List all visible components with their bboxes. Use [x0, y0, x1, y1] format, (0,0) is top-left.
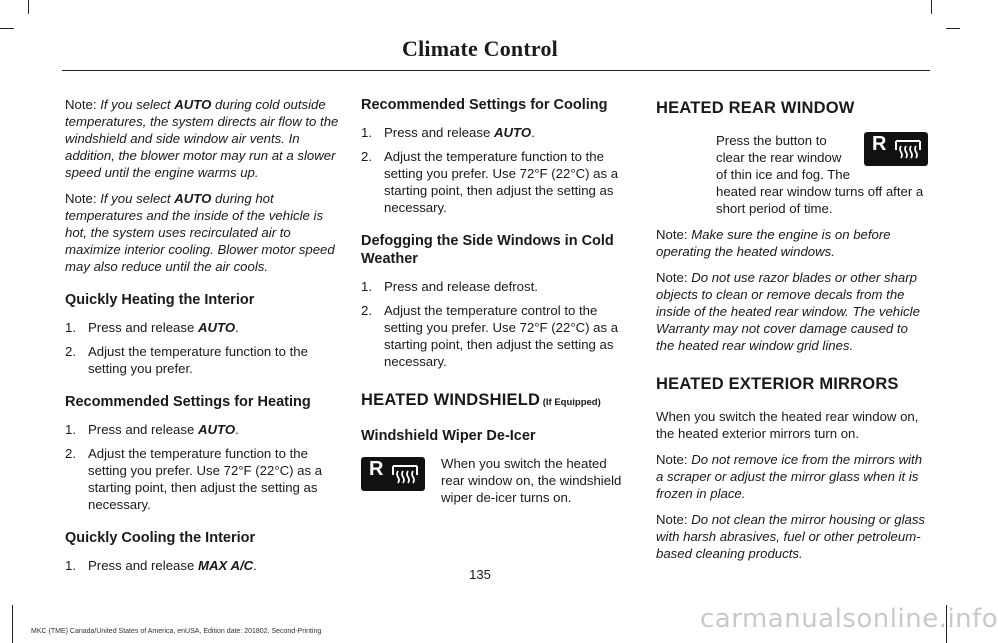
step-text: Press and release: [88, 422, 198, 437]
step-text: Adjust the temperature function to the setting you prefer. Use 72°F (22°C) as a starting point, then adjust the setting as necessary.: [88, 446, 323, 512]
list-item: [361, 278, 631, 295]
heading-wiper-deicer: Windshield Wiper De-Icer: [361, 428, 536, 444]
control-name: AUTO: [197, 422, 236, 437]
heading-heated-windshield-text: HEATED WINDSHIELD: [361, 391, 541, 409]
heading-heated-rear-window: HEATED REAR WINDOW: [656, 99, 855, 117]
step-number: 2.: [65, 344, 76, 359]
step-number: 1.: [361, 125, 372, 140]
rear-defrost-icon-letter: R: [872, 133, 887, 155]
list-defog: [361, 278, 631, 370]
note-ice-mirrors: [656, 451, 928, 502]
step-text: Adjust the temperature function to the setting you prefer. Use 72°F (22°C) as a starting point, then adjust the setting as necessary.: [384, 149, 619, 215]
step-punct: .: [531, 125, 535, 140]
deicer-block: [361, 455, 631, 506]
page-number: 135: [469, 567, 491, 582]
if-equipped-label: (If Equipped): [540, 397, 601, 408]
note-text: Do not clean the mirror housing or glass with harsh abrasives, fuel or other petroleum-based cleaning products.: [656, 512, 926, 561]
list-item: [65, 445, 340, 513]
step-text: Press and release: [88, 558, 198, 573]
step-number: 1.: [65, 320, 76, 335]
crop-mark: [0, 28, 14, 29]
crop-mark: [28, 0, 29, 14]
note-auto-cold: [65, 96, 340, 181]
header-rule: [62, 70, 930, 71]
step-text: Adjust the temperature control to the setting you prefer. Use 72°F (22°C) as a starting point, then adjust the setting as necessary.: [384, 303, 619, 369]
note-text: If you select AUTO during cold outside temperatures, the system directs air flow to the windshield and side window air vents. In addition, the blower motor may run at a slower speed until the engine warms up.: [65, 97, 339, 180]
crop-mark: [946, 28, 960, 29]
heading-rec-heating: Recommended Settings for Heating: [65, 394, 311, 410]
control-name: AUTO: [197, 320, 236, 335]
edition-footer: MKC (TME) Canada/United States of America, enUSA, Edition date: 201802, Second-Printing: [31, 628, 322, 635]
note-label: Note:: [656, 227, 688, 242]
rear-window-block: [656, 132, 928, 217]
heading-heated-windshield: [361, 390, 631, 413]
note-label: Note:: [656, 270, 688, 285]
page-title: Climate Control: [402, 36, 558, 61]
step-number: 2.: [65, 446, 76, 461]
step-number: 1.: [65, 422, 76, 437]
step-number: 2.: [361, 303, 372, 318]
list-item: [361, 302, 631, 370]
note-clean-mirrors: [656, 511, 928, 562]
list-quick-heating: [65, 319, 340, 377]
heat-waves-icon: [894, 138, 922, 160]
rear-defrost-icon-letter: R: [369, 458, 384, 480]
deicer-text: When you switch the heated rear window on, the windshield wiper de-icer turns on.: [441, 456, 622, 505]
heading-quick-heating: Quickly Heating the Interior: [65, 292, 255, 308]
step-text: Adjust the temperature function to the setting you prefer.: [88, 344, 308, 376]
heat-waves-icon: [391, 463, 419, 485]
note-razor-blades: [656, 269, 928, 354]
column-middle: [361, 96, 631, 515]
list-item: [65, 343, 340, 377]
control-name: AUTO: [493, 125, 532, 140]
heading-heated-mirrors: HEATED EXTERIOR MIRRORS: [656, 375, 899, 393]
heading-rec-cooling: Recommended Settings for Cooling: [361, 97, 608, 113]
column-left: [65, 96, 340, 582]
heading-defog: Defogging the Side Windows in Cold Weather: [361, 233, 614, 267]
note-auto-hot: [65, 190, 340, 275]
column-right: [656, 96, 928, 571]
list-item: [65, 421, 340, 438]
list-item: [361, 148, 631, 216]
list-rec-cooling: [361, 124, 631, 216]
step-number: 2.: [361, 149, 372, 164]
note-label: Note:: [656, 452, 688, 467]
rear-defrost-icon: [864, 132, 928, 166]
step-text: Press and release: [384, 125, 494, 140]
rear-defrost-icon: [361, 457, 425, 491]
note-text: If you select AUTO during hot temperatures and the inside of the vehicle is hot, the system uses recirculated air to maximize interior cooling. Blower motor speed may also reduce until the air cools.: [65, 191, 335, 274]
list-item: [361, 124, 631, 141]
crop-mark: [12, 605, 13, 643]
step-text: Press and release defrost.: [384, 279, 538, 294]
watermark: carmanualsonline.info: [700, 604, 998, 634]
step-number: 1.: [65, 558, 76, 573]
control-name: MAX A/C: [197, 558, 254, 573]
note-label: Note:: [65, 97, 97, 112]
note-label: Note:: [656, 512, 688, 527]
rear-window-text: Press the button to clear the rear window of thin ice and fog. The heated rear window turns off after a short period of time.: [716, 133, 924, 216]
step-text: Press and release: [88, 320, 198, 335]
step-punct: .: [235, 320, 239, 335]
note-text: Do not use razor blades or other sharp objects to clean or remove decals from the inside of the heated rear window. The vehicle Warranty may not cover damage caused to the heated rear window grid lines.: [656, 270, 920, 353]
mirrors-text: When you switch the heated rear window on, the heated exterior mirrors turn on.: [656, 409, 919, 441]
heading-quick-cooling: Quickly Cooling the Interior: [65, 530, 256, 546]
note-label: Note:: [65, 191, 97, 206]
list-rec-heating: [65, 421, 340, 513]
step-punct: .: [253, 558, 257, 573]
step-punct: .: [235, 422, 239, 437]
note-engine-on: [656, 226, 928, 260]
step-number: 1.: [361, 279, 372, 294]
list-item: [65, 319, 340, 336]
note-text: Make sure the engine is on before operating the heated windows.: [656, 227, 891, 259]
crop-mark: [931, 0, 932, 14]
note-text: Do not remove ice from the mirrors with a scraper or adjust the mirror glass when it is frozen in place.: [656, 452, 923, 501]
